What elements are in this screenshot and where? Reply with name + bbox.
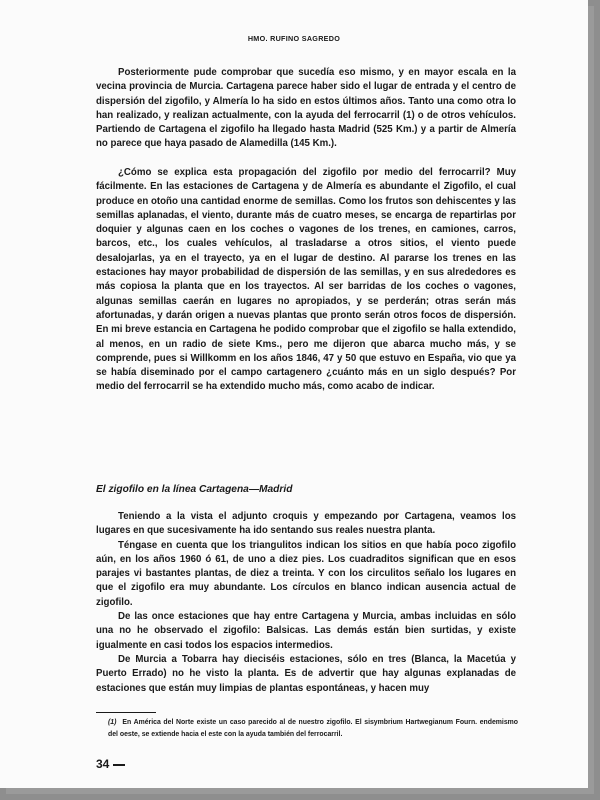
paragraph: ¿Cómo se explica esta propagación del zigofilo por medio del ferrocarril? Muy fácilmente. En las estaciones de Cartagena y de Almería es abundante el Zigofilo, el cual produce en otoño una cantidad enorme de semillas. Como los frutos son dehiscentes y las semillas aplanadas, el viento, durante más de cuatro meses, se encarga de repartirlas por doquier y algunas caen en los coches o vagones de los trenes, en camiones, carros, barcos, etc., los cuales vehículos, al trasladarse a otros sitios, el viento puede desalojarlas, ya en el trayecto, ya en el lugar de destino. Al pararse los trenes en las estaciones hay mayor probabilidad de dispersión de las semillas, y en sus alrededores es más copiosa la planta que en los trayectos. Al ser barridas de los coches o vagones, algunas semillas caerán en lugares no apropiados, y se perderán; otras serán más afortunadas, y darán origen a nuevas plantas que pronto serán otros focos de dispersión. En mi breve estancia en Cartagena he podido comprobar que el zigofilo se halla extendido, al menos, en un radio de siete Kms., pero me dijeron que abarca mucho más, y se comprende, pues si Willkomm en los años 1846, 47 y 50 que estuvo en España, vio que ya se había diseminado por el campo cartagenero ¿cuánto más en un siglo después? Por medio del ferrocarril se ha extendido mucho más, como acabo de indicar.	[96, 167, 516, 393]
paragraph-block-1	[96, 66, 516, 152]
paragraph: Téngase en cuenta que los triangulitos indican los sitios en que había poco zigofilo aún, en los años 1960 ó 61, de uno a diez pies. Los cuadraditos significan que en esos parajes vi bastantes plantas, de diez a treinta. Y con los circulitos señalo los lugares en que el zigofilo era muy abundante. Los círculos en blanco indican ausencia actual de zigofilo.	[96, 539, 516, 608]
paragraph-block-3	[96, 510, 516, 696]
paragraph-block-2	[96, 166, 516, 395]
footnote-number: (1)	[108, 719, 117, 726]
footnote	[108, 717, 518, 740]
paragraph: Teniendo a la vista el adjunto croquis y empezando por Cartagena, veamos los lugares en que sucesivamente ha ido sentando sus reales nuestra planta.	[96, 511, 516, 537]
section-title: El zigofilo en la línea Cartagena—Madrid	[96, 484, 293, 495]
page-number-dash	[113, 764, 125, 766]
footnote-text: En América del Norte existe un caso parecido al de nuestro zigofilo. El sisymbrium Hartwegianum Fourn. endemismo del oeste, se extiende hacia el este con la ayuda también del ferrocarril.	[108, 719, 518, 738]
running-header: HMO. RUFINO SAGREDO	[247, 34, 341, 43]
paragraph: Posteriormente pude comprobar que sucedía eso mismo, y en mayor escala en la vecina provincia de Murcia. Cartagena parece haber sido el lugar de entrada y el centro de dispersión del zigofilo, y Almería lo ha sido en estos últimos años. Tanto una como otra lo han realizado, y realizan actualmente, con la ayuda del ferrocarril (1) o de otros vehículos. Partiendo de Cartagena el zigofilo ha llegado hasta Madrid (525 Km.) y a partir de Almería no parece que haya pasado de Alamedilla (145 Km.).	[96, 67, 516, 150]
paragraph: De Murcia a Tobarra hay dieciséis estaciones, sólo en tres (Blanca, la Macetúa y Puerto Errado) no he visto la planta. Es de advertir que hay algunas explanadas de estaciones que están muy limpias de plantas espontáneas, y hacen muy	[96, 653, 516, 694]
page-number	[96, 757, 125, 771]
paragraph: De las once estaciones que hay entre Cartagena y Murcia, ambas incluidas en sólo una no he observado el zigofilo: Balsicas. Las demás están bien surtidas, y existe igualmente en casi todos los espacios intermedios.	[96, 611, 516, 651]
footnote-rule	[96, 712, 156, 713]
page-number-text: 34	[96, 757, 110, 771]
